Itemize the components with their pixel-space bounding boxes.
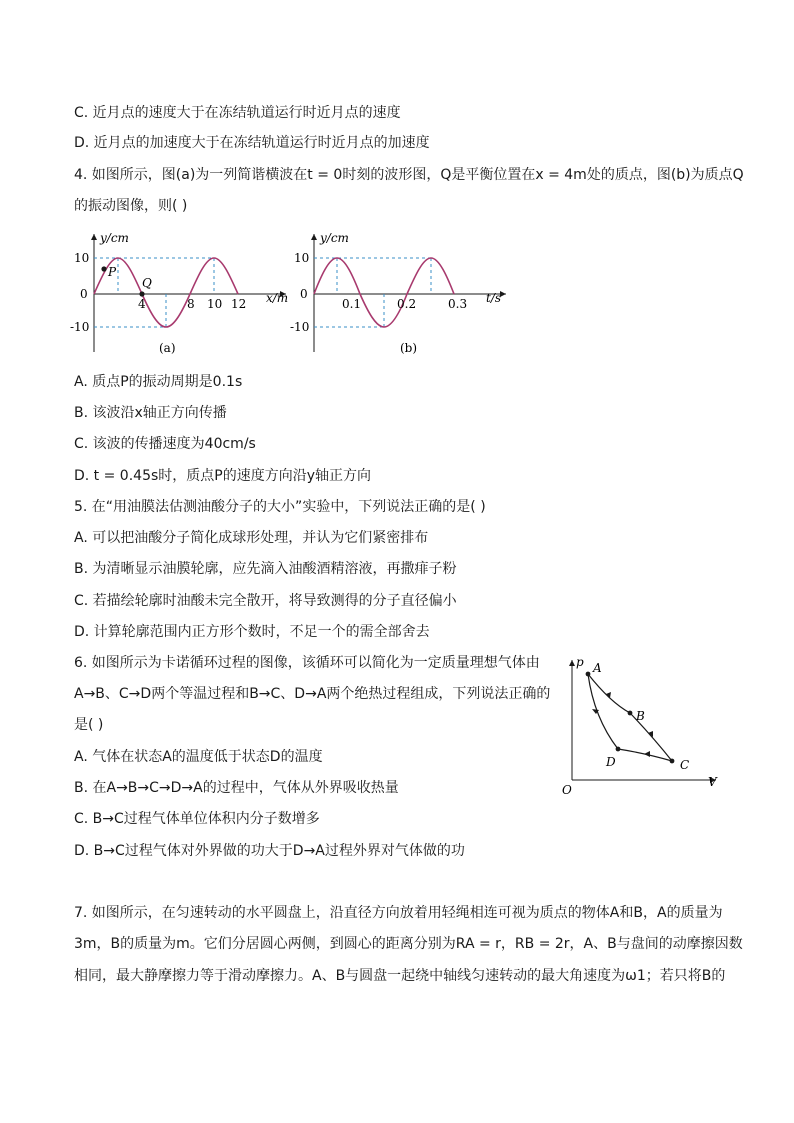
tick-x-10: 10 (207, 297, 223, 311)
axis-label-y: y/cm (320, 231, 349, 245)
state-d (616, 747, 621, 752)
axis-label-x: t/s (486, 291, 502, 305)
label-d: D (606, 755, 616, 769)
q5-stem: 5. 在“用油膜法估测油酸分子的大小”实验中，下列说法正确的是( ) (74, 499, 486, 515)
tick-y-neg10: -10 (70, 320, 90, 334)
tick-x-0.3: 0.3 (448, 297, 468, 311)
process-d-a (588, 674, 618, 749)
label-b: B (636, 709, 645, 723)
label-c: C (680, 758, 690, 772)
tick-x-4: 4 (138, 297, 146, 311)
label-p: p (576, 655, 584, 669)
q3-option-d: D. 近月点的加速度大于在冻结轨道运行时近月点的加速度 (74, 135, 430, 151)
vibration-curve (314, 258, 454, 327)
q7-line3: 相同，最大静摩擦力等于滑动摩擦力。A、B与圆盘一起绕中轴线匀速转动的最大角速度为ω1；若只将B的 (74, 968, 726, 984)
label-o: O (562, 783, 572, 797)
tick-x-8: 8 (187, 297, 195, 311)
state-b (628, 711, 633, 716)
q6-carnot-pv-diagram (556, 652, 728, 798)
caption-a: (a) (159, 341, 176, 355)
point-p (101, 266, 106, 271)
q4-stem-line2: 的振动图像，则( ) (74, 198, 188, 214)
q3-option-c: C. 近月点的速度大于在冻结轨道运行时近月点的速度 (74, 105, 401, 121)
tick-y-10: 10 (74, 251, 90, 265)
caption-b: (b) (400, 341, 418, 355)
q6-stem-line1: 6. 如图所示为卡诺循环过程的图像，该循环可以简化为一定质量理想气体由 (74, 655, 540, 671)
q4-option-c: C. 该波的传播速度为40cm/s (74, 436, 256, 452)
tick-y-10: 10 (294, 251, 310, 265)
label-a: A (593, 661, 602, 675)
label-v: V (708, 775, 717, 789)
q7-line2: 3m，B的质量为m。它们分居圆心两侧，到圆心的距离分别为RA = r，RB = 2r，A、B与盘间的动摩擦因数 (74, 936, 743, 952)
q7-line1: 7. 如图所示，在匀速转动的水平圆盘上，沿直径方向放着用轻绳相连可视为质点的物体A和B，A的质量为 (74, 905, 723, 921)
q6-option-c: C. B→C过程气体单位体积内分子数增多 (74, 811, 320, 827)
axis-label-y: y/cm (100, 231, 129, 245)
state-c (670, 759, 675, 764)
tick-y-0: 0 (80, 287, 88, 301)
arrow-c-d (644, 751, 650, 757)
tick-y-0: 0 (300, 287, 308, 301)
state-a (586, 672, 591, 677)
label-p: P (108, 265, 117, 279)
q6-option-a: A. 气体在状态A的温度低于状态D的温度 (74, 749, 323, 765)
label-q: Q (142, 276, 152, 290)
q6-option-b: B. 在A→B→C→D→A的过程中，气体从外界吸收热量 (74, 780, 399, 796)
q6-stem-line2: A→B、C→D两个等温过程和B→C、D→A两个绝热过程组成，下列说法正确的 (74, 686, 551, 702)
q6-stem-line3: 是( ) (74, 717, 104, 733)
q5-option-a: A. 可以把油酸分子简化成球形处理，并认为它们紧密排布 (74, 530, 429, 546)
q4-vibration-graph-b (288, 228, 520, 360)
tick-x-0.1: 0.1 (342, 297, 362, 311)
q4-option-d: D. t = 0.45s时，质点P的速度方向沿y轴正方向 (74, 468, 371, 484)
q4-option-a: A. 质点P的振动周期是0.1s (74, 374, 243, 390)
axis-label-x: x/m (266, 291, 289, 305)
tick-y-neg10: -10 (290, 320, 310, 334)
q5-option-d: D. 计算轮廓范围内正方形个数时，不足一个的需全部舍去 (74, 624, 430, 640)
q6-option-d: D. B→C过程气体对外界做的功大于D→A过程外界对气体做的功 (74, 843, 465, 859)
q5-option-c: C. 若描绘轮廓时油酸未完全散开，将导致测得的分子直径偏小 (74, 593, 457, 609)
tick-x-12: 12 (231, 297, 247, 311)
q4-option-b: B. 该波沿x轴正方向传播 (74, 405, 227, 421)
tick-x-0.2: 0.2 (397, 297, 417, 311)
point-q (139, 291, 144, 296)
q4-wave-graph-a (68, 228, 300, 360)
q4-stem-line1: 4. 如图所示，图(a)为一列简谐横波在t = 0时刻的波形图，Q是平衡位置在x = 4m处的质点，图(b)为质点Q (74, 167, 744, 183)
q5-option-b: B. 为清晰显示油膜轮廓，应先滴入油酸酒精溶液，再撒痱子粉 (74, 561, 457, 577)
